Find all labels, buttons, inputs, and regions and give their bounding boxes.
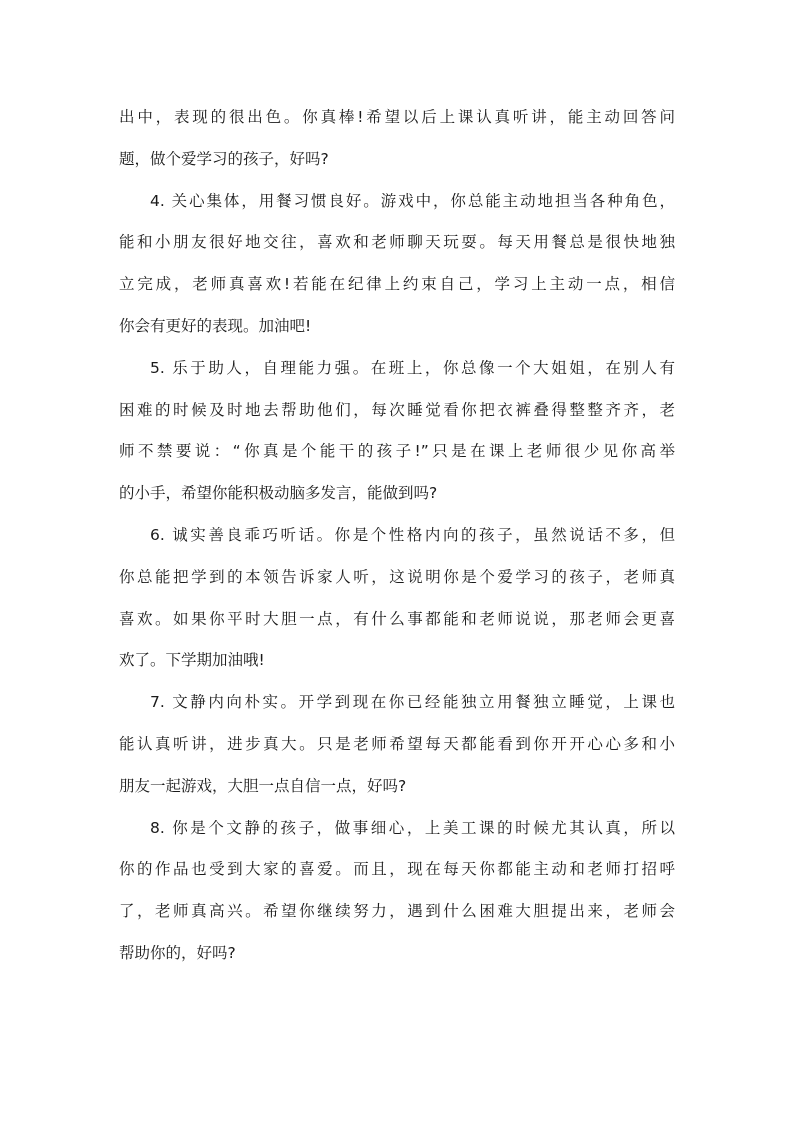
text-line: 的小手，希望你能积极动脑多发言，能做到吗? <box>119 484 438 502</box>
text-line: 帮助你的，好吗? <box>119 944 236 962</box>
list-item-4-line: 4. 关心集体，用餐习惯良好。游戏中，你总能主动地担当各种角色， <box>150 192 675 210</box>
text-line: 欢了。下学期加油哦! <box>119 651 265 669</box>
text-line: 师不禁要说：“你真是个能干的孩子!”只是在课上老师很少见你高举 <box>119 442 675 460</box>
text-line: 了，老师真高兴。希望你继续努力，遇到什么困难大胆提出来，老师会 <box>119 902 675 920</box>
text-line: 朋友一起游戏，大胆一点自信一点，好吗? <box>119 777 407 795</box>
text-line: 困难的时候及时地去帮助他们，每次睡觉看你把衣裤叠得整整齐齐，老 <box>119 401 675 419</box>
text-line: 你的作品也受到大家的喜爱。而且，现在每天你都能主动和老师打招呼 <box>119 860 675 878</box>
text-line: 喜欢。如果你平时大胆一点，有什么事都能和老师说说，那老师会更喜 <box>119 610 675 628</box>
text-line: 能认真听讲，进步真大。只是老师希望每天都能看到你开开心心多和小 <box>119 735 675 753</box>
text-line: 立完成，老师真喜欢!若能在纪律上约束自己，学习上主动一点，相信 <box>119 275 675 293</box>
list-item-7-line: 7. 文静内向朴实。开学到现在你已经能独立用餐独立睡觉，上课也 <box>150 693 675 711</box>
text-line: 题，做个爱学习的孩子，好吗? <box>119 150 329 168</box>
text-line: 能和小朋友很好地交往，喜欢和老师聊天玩耍。每天用餐总是很快地独 <box>119 233 675 251</box>
list-item-6-line: 6. 诚实善良乖巧听话。你是个性格内向的孩子，虽然说话不多，但 <box>150 526 675 544</box>
text-line: 出中，表现的很出色。你真棒!希望以后上课认真听讲，能主动回答问 <box>119 108 675 126</box>
text-line: 你会有更好的表现。加油吧! <box>119 317 312 335</box>
list-item-8-line: 8. 你是个文静的孩子，做事细心，上美工课的时候尤其认真，所以 <box>150 819 675 837</box>
list-item-5-line: 5. 乐于助人，自理能力强。在班上，你总像一个大姐姐，在别人有 <box>150 359 675 377</box>
text-line: 你总能把学到的本领告诉家人听，这说明你是个爱学习的孩子，老师真 <box>119 568 675 586</box>
